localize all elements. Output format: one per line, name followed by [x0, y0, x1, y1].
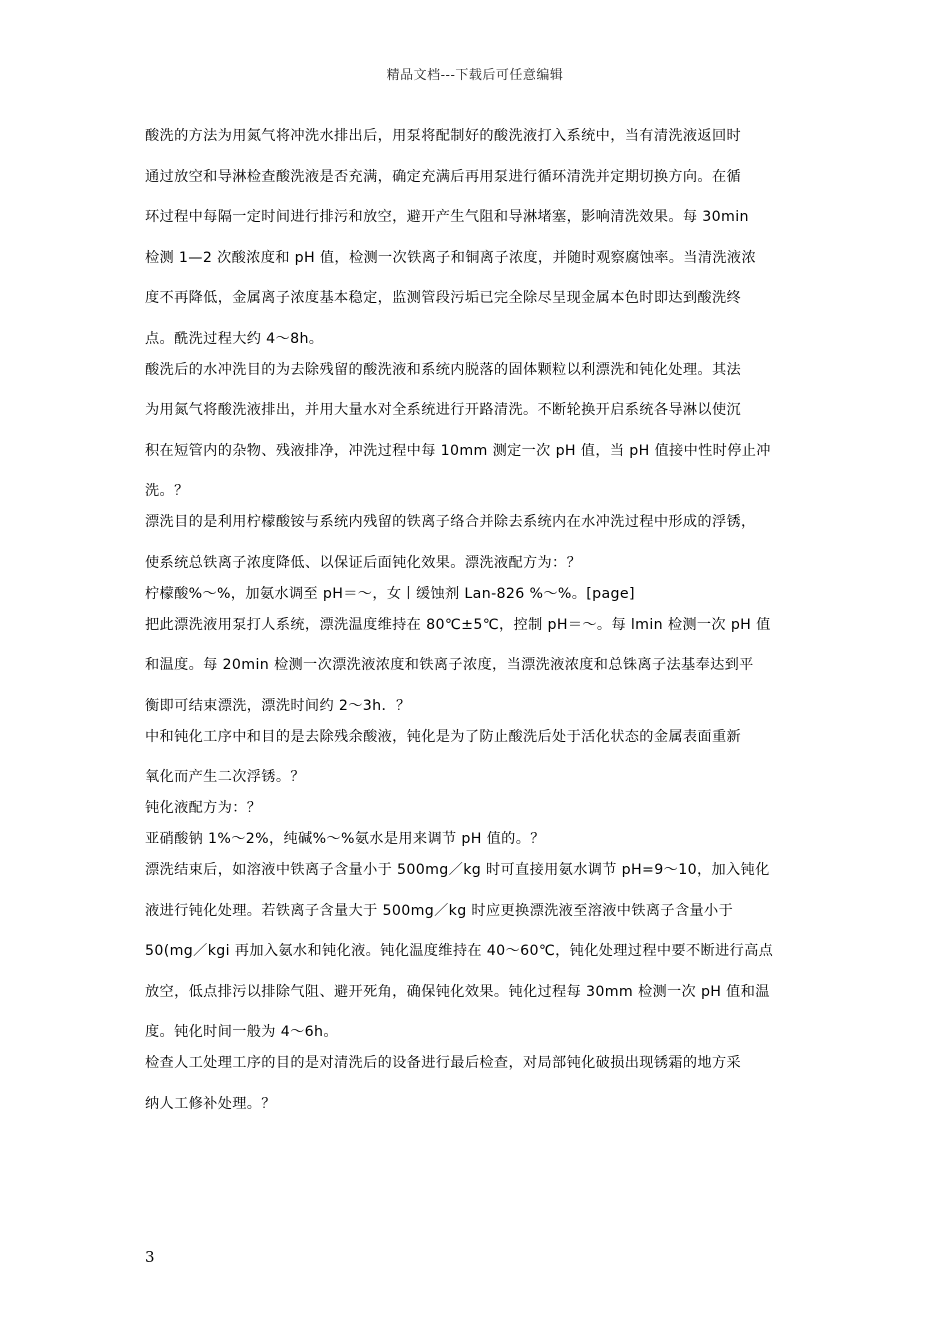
text-line: 漂洗目的是利用柠檬酸铵与系统内残留的铁离子络合并除去系统内在水冲洗过程中形成的浮锈，	[145, 514, 756, 530]
text-line: 点。酰洗过程大约 4～8h。	[145, 330, 324, 347]
text-line: 洗。？	[145, 483, 189, 499]
text-line: 放空，低点排污以排除气阻、避开死角，确保钝化效果。钝化过程每 30mm 检测一次 pH 值和温	[145, 983, 770, 1000]
text-line: 和温度。每 20min 检测一次漂洗液浓度和铁离子浓度，当漂洗液浓度和总铢离子法基奉达到平	[145, 657, 754, 673]
text-line: 使系统总铁离子浓度降低、以保证后面钝化效果。漂洗液配方为：？	[145, 554, 582, 571]
text-line: 积在短管内的杂物、残液排净，冲洗过程中每 10mm 测定一次 pH 值，当 pH 值接中性时停止冲	[145, 442, 771, 459]
text-line: 通过放空和导淋检查酸洗液是否充满，确定充满后再用泵进行循环清洗并定期切换方向。在循	[145, 168, 742, 185]
text-line: 中和钝化工序中和目的是去除残余酸液，钝化是为了防止酸洗后处于活化状态的金属表面重新	[145, 728, 742, 745]
text-line: 液进行钝化处理。若铁离子含量大于 500mg／kg 时应更换漂洗液至溶液中铁离子含量小于	[145, 902, 734, 919]
text-line: 50(mg／kgi 再加入氨水和钝化液。钝化温度维持在 40～60℃，钝化处理过程中要不断进行高点	[145, 943, 774, 959]
text-line: 为用氮气将酸洗液排出，并用大量水对全系统进行开路清洗。不断轮换开启系统各导淋以使沉	[145, 402, 742, 418]
page-number: 3	[145, 1248, 155, 1266]
text-line: 酸洗的方法为用氮气将冲洗水排出后，用泵将配制好的酸洗液打入系统中，当有清洗液返回时	[145, 128, 742, 144]
text-line: 把此漂洗液用泵打人系统，漂洗温度维持在 80℃±5℃，控制 pH＝～。每 lmin 检测一次 pH 值	[145, 616, 771, 633]
text-line: 纳人工修补处理。？	[145, 1095, 276, 1112]
text-line: 度不再降低，金属离子浓度基本稳定，监测管段污垢已完全除尽呈现金属本色时即达到酸洗终	[145, 290, 742, 306]
text-line: 酸洗后的水冲洗目的为去除残留的酸洗液和系统内脱落的固体颗粒以利漂洗和钝化处理。其法	[145, 361, 742, 378]
text-line: 柠檬酸%～%，加氨水调至 pH＝～，女丨缓蚀剂 Lan-826 %～%。[page]	[145, 585, 635, 602]
text-line: 检测 1—2 次酸浓度和 pH 值，检测一次铁离子和铜离子浓度，并随时观察腐蚀率。当清洗液浓	[145, 249, 756, 266]
text-line: 环过程中每隔一定时间进行排污和放空，避开产生气阻和导淋堵塞，影响清洗效果。每 30min	[145, 209, 749, 225]
text-line: 漂洗结束后，如溶液中铁离子含量小于 500mg／kg 时可直接用氨水调节 pH=9～10，加入钝化	[145, 862, 770, 878]
text-line: 衡即可结束漂洗，漂洗时间约 2～3h．？	[145, 697, 411, 714]
body-text	[145, 125, 825, 1124]
text-line: 钝化液配方为：？	[145, 800, 262, 816]
page-header: 精品文档---下载后可任意编辑	[386, 68, 564, 83]
text-line: 氧化而产生二次浮锈。？	[145, 769, 305, 785]
text-line: 检查人工处理工序的目的是对清洗后的设备进行最后检查，对局部钝化破损出现锈霜的地方采	[145, 1055, 742, 1071]
text-line: 亚硝酸钠 1%～2%，纯碱%～%氨水是用来调节 pH 值的。？	[145, 831, 545, 847]
text-line: 度。钝化时间一般为 4～6h。	[145, 1024, 338, 1040]
